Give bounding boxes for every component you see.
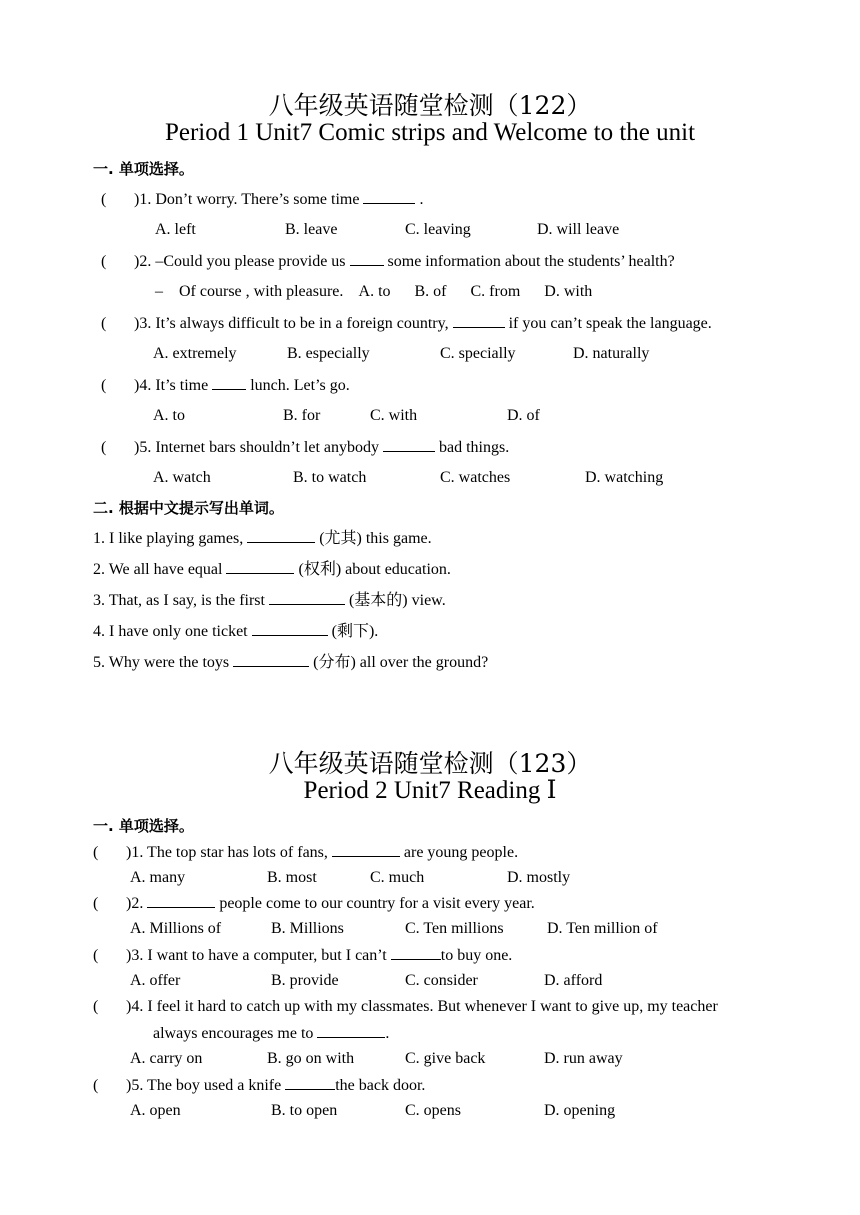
option-b: B. provide bbox=[271, 972, 339, 989]
test1-section2-title: 二. 根据中文提示写出单词。 bbox=[93, 499, 284, 517]
test1-title-cn: 八年级英语随堂检测（122） bbox=[268, 91, 592, 120]
answer-blank[interactable] bbox=[269, 590, 345, 605]
option-b: B. most bbox=[267, 869, 317, 886]
option-d: D. afford bbox=[544, 972, 603, 989]
test2-section1-title: 一. 单项选择。 bbox=[93, 817, 194, 835]
option-a: A. carry on bbox=[130, 1050, 203, 1067]
answer-blank[interactable] bbox=[332, 842, 400, 857]
answer-blank[interactable] bbox=[147, 893, 215, 908]
answer-bracket[interactable]: ( bbox=[101, 439, 107, 456]
option-d: D. of bbox=[507, 407, 540, 424]
answer-blank[interactable] bbox=[247, 528, 315, 543]
fill-item-2: 2. We all have equal (权利) about education. bbox=[93, 561, 451, 578]
option-c: C. specially bbox=[440, 345, 516, 362]
test1-q2: ( )2. –Could you please provide us some information about the students’ health? bbox=[101, 253, 675, 270]
test2-q5: ( )5. The boy used a knife the back door. bbox=[93, 1077, 426, 1094]
test2-title-en: Period 2 Unit7 Reading Ⅰ bbox=[303, 777, 557, 804]
test1-title-en: Period 1 Unit7 Comic strips and Welcome to the unit bbox=[164, 119, 696, 146]
option-d: D. run away bbox=[544, 1050, 623, 1067]
answer-blank[interactable] bbox=[226, 559, 294, 574]
option-c: C. watches bbox=[440, 469, 511, 486]
test1-q2-response: – Of course , with pleasure. A. to B. of C. from D. with bbox=[155, 283, 593, 300]
option-b: B. especially bbox=[287, 345, 370, 362]
test2-q1: ( )1. The top star has lots of fans, are young people. bbox=[93, 844, 519, 861]
fill-item-5: 5. Why were the toys (分布) all over the ground? bbox=[93, 654, 489, 671]
answer-blank[interactable] bbox=[317, 1023, 385, 1038]
answer-bracket[interactable]: ( bbox=[93, 844, 99, 861]
option-b: B. to watch bbox=[293, 469, 367, 486]
option-c: C. give back bbox=[405, 1050, 486, 1067]
option-c: C. with bbox=[370, 407, 418, 424]
fill-item-1: 1. I like playing games, (尤其) this game. bbox=[93, 530, 432, 547]
answer-blank[interactable] bbox=[391, 945, 441, 960]
option-c: C. opens bbox=[405, 1102, 461, 1119]
option-a: A. watch bbox=[153, 469, 211, 486]
answer-bracket[interactable]: ( bbox=[93, 1077, 99, 1094]
answer-blank[interactable] bbox=[350, 251, 384, 266]
fill-item-4: 4. I have only one ticket (剩下). bbox=[93, 623, 379, 640]
option-c: C. leaving bbox=[405, 221, 471, 238]
test2-q3: ( )3. I want to have a computer, but I can’t to buy one. bbox=[93, 947, 513, 964]
answer-bracket[interactable]: ( bbox=[101, 253, 107, 270]
test1-q5: ( )5. Internet bars shouldn’t let anybody bad things. bbox=[101, 439, 510, 456]
option-a: A. Millions of bbox=[130, 920, 222, 937]
option-a: A. offer bbox=[130, 972, 181, 989]
option-b: B. Millions bbox=[271, 920, 344, 937]
option-d: D. opening bbox=[544, 1102, 616, 1119]
option-a: A. many bbox=[130, 869, 186, 886]
answer-blank[interactable] bbox=[252, 621, 328, 636]
option-d: D. watching bbox=[585, 469, 664, 486]
answer-blank[interactable] bbox=[233, 652, 309, 667]
option-a: A. left bbox=[155, 221, 196, 238]
answer-bracket[interactable]: ( bbox=[101, 315, 107, 332]
option-d: D. naturally bbox=[573, 345, 650, 362]
answer-blank[interactable] bbox=[453, 313, 505, 328]
test2-q4-continued: always encourages me to . bbox=[153, 1025, 390, 1042]
option-c: C. much bbox=[370, 869, 425, 886]
answer-bracket[interactable]: ( bbox=[93, 998, 99, 1015]
option-d: D. Ten million of bbox=[547, 920, 658, 937]
option-b: B. leave bbox=[285, 221, 338, 238]
answer-blank[interactable] bbox=[363, 189, 415, 204]
test2-q4: ( )4. I feel it hard to catch up with my classmates. But whenever I want to give up, my teacher bbox=[93, 998, 718, 1015]
option-c: C. consider bbox=[405, 972, 478, 989]
answer-bracket[interactable]: ( bbox=[101, 191, 107, 208]
option-d: D. will leave bbox=[537, 221, 620, 238]
option-b: B. go on with bbox=[267, 1050, 355, 1067]
test1-section1-title: 一. 单项选择。 bbox=[93, 160, 194, 178]
test2-title-cn: 八年级英语随堂检测（123） bbox=[268, 749, 592, 778]
test1-q4: ( )4. It’s time lunch. Let’s go. bbox=[101, 377, 350, 394]
answer-blank[interactable] bbox=[383, 437, 435, 452]
option-b: B. for bbox=[283, 407, 321, 424]
option-b: B. to open bbox=[271, 1102, 338, 1119]
option-a: A. to bbox=[153, 407, 185, 424]
option-a: A. extremely bbox=[153, 345, 237, 362]
option-c: C. Ten millions bbox=[405, 920, 504, 937]
answer-blank[interactable] bbox=[285, 1075, 335, 1090]
test2-q2: ( )2. people come to our country for a visit every year. bbox=[93, 895, 535, 912]
option-a: A. open bbox=[130, 1102, 181, 1119]
fill-item-3: 3. That, as I say, is the first (基本的) view. bbox=[93, 592, 446, 609]
answer-bracket[interactable]: ( bbox=[93, 947, 99, 964]
answer-bracket[interactable]: ( bbox=[93, 895, 99, 912]
option-d: D. mostly bbox=[507, 869, 571, 886]
answer-bracket[interactable]: ( bbox=[101, 377, 107, 394]
test1-q3: ( )3. It’s always difficult to be in a foreign country, if you can’t speak the language. bbox=[101, 315, 712, 332]
test1-q1: ( )1. Don’t worry. There’s some time . bbox=[101, 191, 424, 208]
answer-blank[interactable] bbox=[212, 375, 246, 390]
